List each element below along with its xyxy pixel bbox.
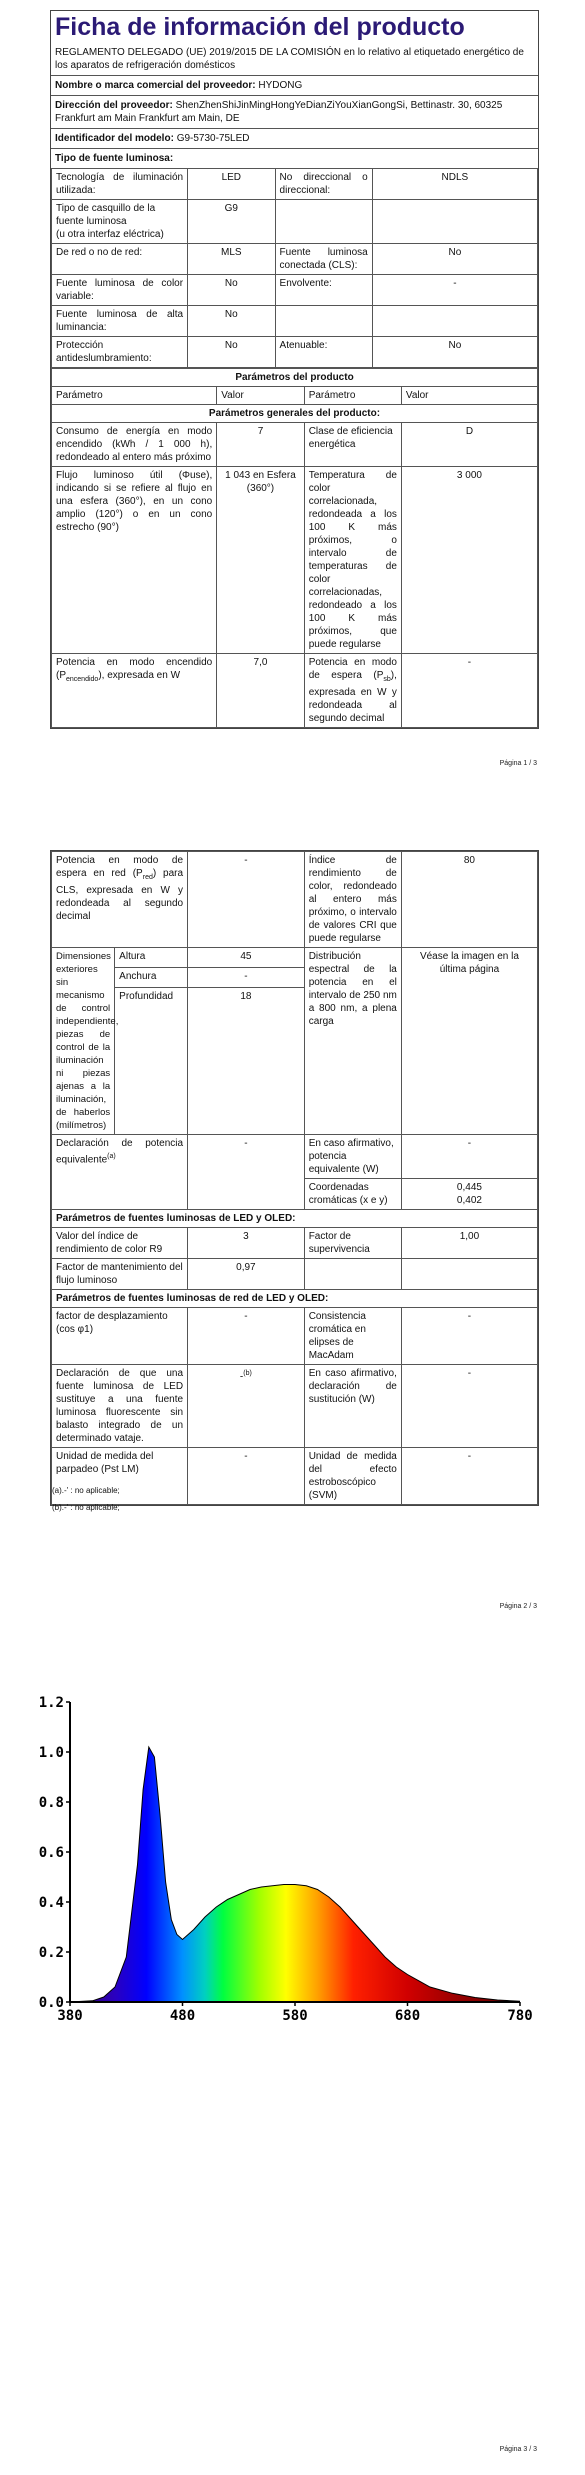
table-row [52, 306, 538, 337]
table-cell: Dimensiones exteriores sin mecanismo de control independiente, piezas de control de la iluminación ni piezas ajenas a la iluminación, de haberlos (milímetros) [52, 948, 115, 1135]
table-cell: - [401, 654, 537, 728]
table-cell: No [188, 275, 275, 306]
table-cell: Coordenadas cromáticas (x e y) [304, 1179, 401, 1210]
table-cell [304, 654, 401, 728]
table-cell: - [401, 1365, 537, 1448]
table-cell: 80 [401, 852, 537, 948]
source-type-heading: Tipo de fuente luminosa: [51, 148, 538, 168]
table-cell: 45 [188, 948, 305, 968]
section-heading: Parámetros de fuentes luminosas de LED y OLED: [52, 1210, 538, 1228]
table-cell: En caso afirmativo, potencia equivalente (W) [304, 1135, 401, 1179]
table-cell: 1 043 en Esfera (360°) [217, 467, 304, 654]
table-row [52, 200, 538, 244]
table-row [52, 948, 538, 968]
table-cell: De red o no de red: [52, 244, 188, 275]
table-row [52, 852, 538, 948]
table-cell: - [401, 1308, 537, 1365]
table-cell: No [372, 337, 537, 368]
table-cell [275, 306, 372, 337]
table-row [52, 1365, 538, 1448]
table-cell: Índice de rendimiento de color, redondeado al entero más próximo, o intervalo de valores CRI que puede regularse [304, 852, 401, 948]
x-tick-label: 580 [282, 2008, 308, 2024]
table-row [52, 369, 538, 387]
superscript: (b) [243, 1370, 252, 1377]
regulation-text: REGLAMENTO DELEGADO (UE) 2019/2015 DE LA COMISIÓN en lo relativo al etiquetado energético de los aparatos de refrigeración domésticos [55, 47, 524, 71]
table-cell: Unidad de medida del parpadeo (Pst LM) [52, 1448, 188, 1505]
address-value: ShenZhenShiJinMingHongYeDianZiYouXianGongSi, Bettinastr. 30, 60325 Frankfurt am Main Frankfurt am Main, DE [55, 100, 503, 124]
table-row [52, 1210, 538, 1228]
column-header: Valor [401, 387, 537, 405]
brand-row [51, 75, 538, 95]
section-heading: Parámetros de fuentes luminosas de red de LED y OLED: [52, 1290, 538, 1308]
footnote-b: (b).-' : no aplicable; [52, 1503, 120, 1512]
product-parameters-table-continued [51, 851, 538, 1505]
spectrum-svg [30, 1682, 550, 2032]
table-cell: Flujo luminoso útil (Φuse), indicando si se refiere al flujo en una esfera (360°), en un cono amplio (120°) o en un cono estrecho (90°) [52, 467, 217, 654]
address-row [51, 95, 538, 128]
table-cell: - [188, 1308, 305, 1365]
table-cell: Fuente luminosa de color variable: [52, 275, 188, 306]
text-fragment: - [239, 1371, 244, 1383]
x-tick-label: 480 [169, 2008, 196, 2024]
table-row [52, 1259, 538, 1290]
table-cell [372, 306, 537, 337]
table-cell: No [188, 337, 275, 368]
cap-type-note: (u otra interfaz eléctrica) [56, 229, 164, 240]
table-cell: Distribución espectral de la potencia en el intervalo de 250 nm a 800 nm, a plena carga [304, 948, 401, 1135]
table-cell: No direccional o direccional: [275, 169, 372, 200]
x-tick-label: 680 [394, 2008, 421, 2024]
product-parameters-table [51, 368, 538, 728]
table-cell: MLS [188, 244, 275, 275]
table-cell: 7,0 [217, 654, 304, 728]
table-cell: Factor de mantenimiento del flujo luminoso [52, 1259, 188, 1290]
table-cell: Consistencia cromática en elipses de MacAdam [304, 1308, 401, 1365]
table-cell: - [188, 1448, 305, 1505]
spectrum-area [70, 1747, 520, 2002]
page-number: Página 3 / 3 [499, 2446, 537, 2453]
table-row [52, 1135, 538, 1179]
coord-x: 0,445 [456, 1182, 482, 1193]
brand-label: Nombre o marca comercial del proveedor: [55, 80, 256, 91]
table-row [52, 1308, 538, 1365]
table-row [52, 337, 538, 368]
y-tick-label: 0.8 [38, 1795, 64, 1811]
table-header-row [52, 387, 538, 405]
table-row [52, 1448, 538, 1505]
table-cell: 1,00 [401, 1228, 537, 1259]
table-cell [304, 1259, 401, 1290]
model-label: Identificador del modelo: [55, 133, 174, 144]
table-cell: - [188, 852, 305, 948]
table-cell: factor de desplazamiento (cos φ1) [52, 1308, 188, 1365]
table-cell: LED [188, 169, 275, 200]
table-cell: Envolvente: [275, 275, 372, 306]
table-cell: Valor del índice de rendimiento de color R9 [52, 1228, 188, 1259]
table-cell [52, 852, 188, 948]
brand-value: HYDONG [258, 80, 303, 91]
product-sheet-page-2 [50, 850, 539, 1506]
subscript: sb [383, 676, 391, 683]
text-fragment: ), expresada en W [98, 670, 181, 681]
x-tick-label: 780 [507, 2008, 533, 2024]
text-fragment: ), expresada en W y redondeada al segundo decimal [308, 670, 397, 724]
table-cell: Profundidad [115, 988, 188, 1135]
table-cell [188, 1365, 305, 1448]
table-cell: NDLS [372, 169, 537, 200]
table-row [52, 275, 538, 306]
table-row [52, 1228, 538, 1259]
model-row [51, 128, 538, 148]
table-cell: - [372, 275, 537, 306]
spectral-distribution-chart [30, 1682, 550, 2032]
table-cell: Véase la imagen en la última página [401, 948, 537, 1135]
y-tick-label: 1.2 [38, 1695, 64, 1711]
table-row [52, 1290, 538, 1308]
table-row [52, 467, 538, 654]
table-cell [52, 654, 217, 728]
superscript: (a) [107, 1153, 116, 1160]
subscript: encendido [66, 676, 99, 683]
x-tick-label: 380 [57, 2008, 83, 2024]
table-cell: 0,97 [188, 1259, 305, 1290]
section-heading: Parámetros generales del producto: [52, 405, 538, 423]
page-number: Página 2 / 3 [499, 1603, 537, 1610]
page-title: Ficha de información del producto [55, 13, 465, 41]
y-tick-label: 1.0 [38, 1745, 64, 1761]
y-tick-label: 0.0 [38, 1995, 64, 2011]
table-cell: Protección antideslumbramiento: [52, 337, 188, 368]
y-tick-label: 0.6 [38, 1845, 64, 1861]
table-cell: Unidad de medida del efecto estroboscópico (SVM) [304, 1448, 401, 1505]
table-cell [401, 1179, 537, 1210]
page-number: Página 1 / 3 [499, 760, 537, 767]
table-cell: 18 [188, 988, 305, 1135]
y-tick-label: 0.2 [38, 1945, 64, 1961]
source-type-table [51, 168, 538, 368]
text-fragment: Potencia en modo encendido (P [56, 657, 213, 681]
table-cell: Factor de supervivencia [304, 1228, 401, 1259]
table-cell: 7 [217, 423, 304, 467]
text-fragment: Potencia en modo de espera (P [308, 657, 397, 681]
model-value: G9-5730-75LED [176, 133, 250, 144]
section-heading: Parámetros del producto [52, 369, 538, 387]
coord-y: 0,402 [456, 1195, 482, 1206]
table-row [52, 654, 538, 728]
table-row [52, 169, 538, 200]
table-cell: - [401, 1135, 537, 1179]
column-header: Parámetro [304, 387, 401, 405]
table-cell [52, 1135, 188, 1210]
table-cell: D [401, 423, 537, 467]
table-cell [52, 200, 188, 244]
subscript: red [142, 874, 153, 881]
text-fragment: Potencia en modo de espera en red (P [56, 855, 184, 879]
table-cell: En caso afirmativo, declaración de sustitución (W) [304, 1365, 401, 1448]
table-cell: Declaración de que una fuente luminosa de LED sustituye a una fuente luminosa fluorescente sin balasto integrado de un determinado vataje. [52, 1365, 188, 1448]
table-cell: 3 000 [401, 467, 537, 654]
table-cell: - [188, 968, 305, 988]
table-cell: G9 [188, 200, 275, 244]
table-row [52, 244, 538, 275]
table-cell: No [372, 244, 537, 275]
y-tick-label: 0.4 [38, 1895, 64, 1911]
column-header: Parámetro [52, 387, 217, 405]
text-fragment: ) para CLS, expresada en W y redondeada al segundo decimal [56, 868, 184, 922]
table-cell [275, 200, 372, 244]
table-cell: Fuente luminosa conectada (CLS): [275, 244, 372, 275]
table-cell: No [188, 306, 275, 337]
table-cell: - [188, 1135, 305, 1210]
table-cell [401, 1259, 537, 1290]
table-cell: - [401, 1448, 537, 1505]
table-cell: Clase de eficiencia energética [304, 423, 401, 467]
table-row [52, 405, 538, 423]
address-label: Dirección del proveedor: [55, 100, 173, 111]
table-cell: 3 [188, 1228, 305, 1259]
table-row [52, 423, 538, 467]
table-cell: Atenuable: [275, 337, 372, 368]
text-fragment: Declaración de potencia equivalente [56, 1138, 184, 1166]
column-header: Valor [217, 387, 304, 405]
table-cell: Fuente luminosa de alta luminancia: [52, 306, 188, 337]
product-sheet-page-1 [50, 10, 539, 729]
table-cell: Consumo de energía en modo encendido (kWh / 1 000 h), redondeado al entero más próximo [52, 423, 217, 467]
table-cell: Tecnología de iluminación utilizada: [52, 169, 188, 200]
footnote-a: (a).-' : no aplicable; [52, 1486, 120, 1495]
table-cell: Temperatura de color correlacionada, redondeada a los 100 K más próximos, o intervalo de temperaturas de color correlacionadas, redondeado a los 100 K más próximos, que puede regularse [304, 467, 401, 654]
cap-type-label: Tipo de casquillo de la fuente luminosa [56, 203, 156, 227]
table-cell: Anchura [115, 968, 188, 988]
table-cell: Altura [115, 948, 188, 968]
table-cell [372, 200, 537, 244]
